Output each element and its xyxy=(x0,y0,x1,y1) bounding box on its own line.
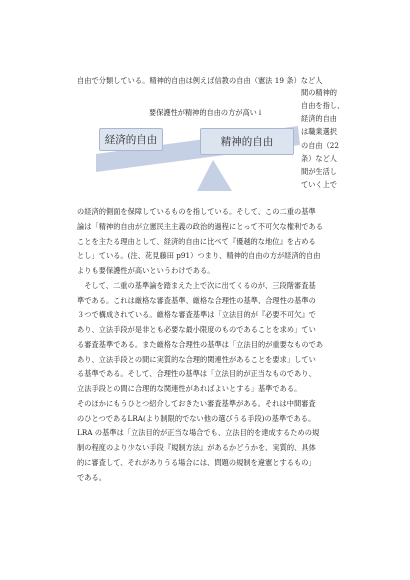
body-line: あり、立法手段との間に実質的な合理的関連性があることを要求」してい xyxy=(77,355,316,364)
body-line: そして、二重の基準論を踏まえた上で次に出てくるのが、三段階審査基 xyxy=(77,281,316,290)
paragraph-top-line: 自由で分類している。精神的自由は例えば信教の自由（憲法 19 条）など人 xyxy=(77,76,323,85)
body-line: である。 xyxy=(77,473,106,482)
body-line: そのほかにもうひとつ紹介しておきたい審査基準がある。それは中間審査 xyxy=(77,399,316,408)
body-line: ３つで構成されている。厳格な審査基準は「立法目的が『必要不可欠』で xyxy=(77,310,316,319)
body-line: の経済的側面を保障しているものを指している。そして、この二重の基準 xyxy=(77,207,316,216)
body-line: よりも要保護性が高いというわけである。 xyxy=(77,266,215,275)
scale-fulcrum xyxy=(197,160,232,191)
body-line: 的に審査して、それがありうる場合には、問題の規制を違憲とするもの」 xyxy=(77,458,316,467)
side-column-line: 間が生活し xyxy=(301,167,337,176)
side-column-line: の自由（22 xyxy=(301,141,339,150)
body-line: とし」ている。(注、花見藤田 p91）つまり、精神的自由の方が経済的自由 xyxy=(77,251,321,260)
body-line: 論は「精神的自由が立憲民主主義の政治的過程にとって不可欠な権利である xyxy=(77,222,323,231)
side-column-line: は職業選択 xyxy=(301,127,337,136)
economic-freedom-box xyxy=(99,128,163,151)
side-column-line: 間の精神的 xyxy=(301,88,337,97)
economic-freedom-label: 経済的自由 xyxy=(104,134,158,146)
body-line: 制の程度のより少ない手段『規制方法』があるかどうかを、実質的、具体 xyxy=(77,443,316,452)
body-line: 立法手段との間に合理的な関連性があればよいとする」基準である。 xyxy=(77,384,302,393)
body-line: る審査基準である。また厳格な合理性の基準は「立法目的が重要なものであ xyxy=(77,340,324,349)
diagram-caption: 要保護性が精神的自由の方が高い↓ xyxy=(149,108,263,117)
side-column-line: ていく上で xyxy=(301,180,337,189)
body-line: 準である。これは厳格な審査基準、厳格な合理性の基準、合理性の基準の xyxy=(77,296,316,305)
body-line: ことを主たる理由として、経済的自由に比べて『優越的な地位』を占める xyxy=(77,237,316,246)
body-line: のひとつであるLRA(より制限的でない他の選びうる手段)の基準である。 xyxy=(77,414,316,423)
side-column-line: 自由を指し、 xyxy=(301,101,345,110)
mental-freedom-box xyxy=(200,128,294,155)
body-line: あり、立法手段が是非とも必要な最小限度のものであることを求め」てい xyxy=(77,325,316,334)
side-column-line: 条）など人 xyxy=(301,154,337,163)
mental-freedom-label: 精神的自由 xyxy=(220,136,274,148)
body-line: LRA の基準は「立法目的が正当な場合でも、立法目的を達成するための規 xyxy=(77,428,320,437)
body-line: る基準である。そして、合理性の基準は「立法目的が正当なものであり、 xyxy=(77,369,316,378)
side-column-line: 経済的自由 xyxy=(301,114,337,123)
